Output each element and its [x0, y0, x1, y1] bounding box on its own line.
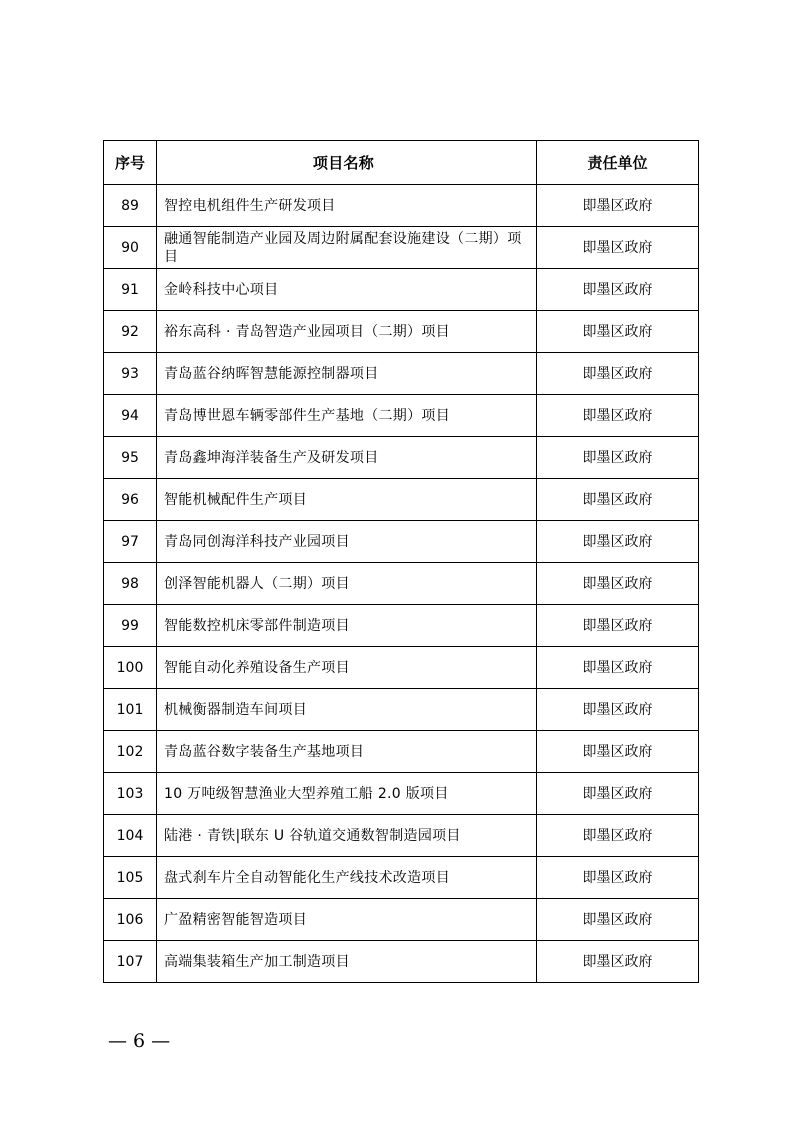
cell-unit: 即墨区政府: [537, 395, 699, 437]
table-header-row: [104, 141, 699, 185]
cell-no: 90: [104, 227, 157, 269]
table-row: [104, 395, 699, 437]
cell-no: 92: [104, 311, 157, 353]
cell-name: 广盈精密智能智造项目: [157, 899, 537, 941]
cell-name: 青岛蓝谷数字装备生产基地项目: [157, 731, 537, 773]
cell-no: 100: [104, 647, 157, 689]
table-row: [104, 185, 699, 227]
cell-unit: 即墨区政府: [537, 353, 699, 395]
cell-name: 青岛博世恩车辆零部件生产基地（二期）项目: [157, 395, 537, 437]
cell-name: 高端集装箱生产加工制造项目: [157, 941, 537, 983]
table-row: [104, 227, 699, 269]
cell-unit: 即墨区政府: [537, 647, 699, 689]
cell-no: 99: [104, 605, 157, 647]
table-row: [104, 563, 699, 605]
cell-unit: 即墨区政府: [537, 269, 699, 311]
cell-no: 101: [104, 689, 157, 731]
cell-unit: 即墨区政府: [537, 941, 699, 983]
table-row: [104, 857, 699, 899]
cell-no: 106: [104, 899, 157, 941]
cell-unit: 即墨区政府: [537, 689, 699, 731]
page-number: — 6 —: [108, 1030, 171, 1052]
cell-unit: 即墨区政府: [537, 479, 699, 521]
cell-no: 89: [104, 185, 157, 227]
cell-no: 94: [104, 395, 157, 437]
table-row: [104, 815, 699, 857]
cell-name: 机械衡器制造车间项目: [157, 689, 537, 731]
cell-name: 智控电机组件生产研发项目: [157, 185, 537, 227]
table-row: [104, 689, 699, 731]
cell-unit: 即墨区政府: [537, 815, 699, 857]
table-row: [104, 941, 699, 983]
cell-no: 103: [104, 773, 157, 815]
cell-no: 104: [104, 815, 157, 857]
cell-name: 智能数控机床零部件制造项目: [157, 605, 537, 647]
cell-no: 91: [104, 269, 157, 311]
cell-name: 10 万吨级智慧渔业大型养殖工船 2.0 版项目: [157, 773, 537, 815]
table-row: [104, 899, 699, 941]
cell-name: 金岭科技中心项目: [157, 269, 537, 311]
header-name: 项目名称: [157, 141, 537, 185]
cell-unit: 即墨区政府: [537, 731, 699, 773]
cell-name: 青岛同创海洋科技产业园项目: [157, 521, 537, 563]
cell-name: 智能自动化养殖设备生产项目: [157, 647, 537, 689]
cell-no: 102: [104, 731, 157, 773]
cell-unit: 即墨区政府: [537, 437, 699, 479]
table-row: [104, 353, 699, 395]
cell-no: 98: [104, 563, 157, 605]
cell-unit: 即墨区政府: [537, 605, 699, 647]
table-row: [104, 311, 699, 353]
table-row: [104, 521, 699, 563]
cell-no: 93: [104, 353, 157, 395]
cell-name: 智能机械配件生产项目: [157, 479, 537, 521]
table-row: [104, 269, 699, 311]
cell-no: 96: [104, 479, 157, 521]
cell-unit: 即墨区政府: [537, 311, 699, 353]
cell-name: 青岛鑫坤海洋装备生产及研发项目: [157, 437, 537, 479]
cell-name: 盘式刹车片全自动智能化生产线技术改造项目: [157, 857, 537, 899]
cell-name: 创泽智能机器人（二期）项目: [157, 563, 537, 605]
cell-name: 青岛蓝谷纳晖智慧能源控制器项目: [157, 353, 537, 395]
cell-unit: 即墨区政府: [537, 773, 699, 815]
cell-name: 陆港 · 青铁|联东 U 谷轨道交通数智制造园项目: [157, 815, 537, 857]
cell-unit: 即墨区政府: [537, 857, 699, 899]
project-table: [103, 140, 699, 983]
cell-no: 95: [104, 437, 157, 479]
header-no: 序号: [104, 141, 157, 185]
cell-unit: 即墨区政府: [537, 185, 699, 227]
table-row: [104, 479, 699, 521]
table-row: [104, 437, 699, 479]
header-unit: 责任单位: [537, 141, 699, 185]
table-row: [104, 647, 699, 689]
table-row: [104, 731, 699, 773]
cell-name: 裕东高科 · 青岛智造产业园项目（二期）项目: [157, 311, 537, 353]
cell-unit: 即墨区政府: [537, 521, 699, 563]
cell-unit: 即墨区政府: [537, 227, 699, 269]
cell-name: 融通智能制造产业园及周边附属配套设施建设（二期）项目: [157, 227, 537, 269]
table-body: [104, 185, 699, 983]
cell-no: 105: [104, 857, 157, 899]
cell-no: 107: [104, 941, 157, 983]
cell-unit: 即墨区政府: [537, 563, 699, 605]
table-row: [104, 773, 699, 815]
cell-no: 97: [104, 521, 157, 563]
cell-unit: 即墨区政府: [537, 899, 699, 941]
table-row: [104, 605, 699, 647]
